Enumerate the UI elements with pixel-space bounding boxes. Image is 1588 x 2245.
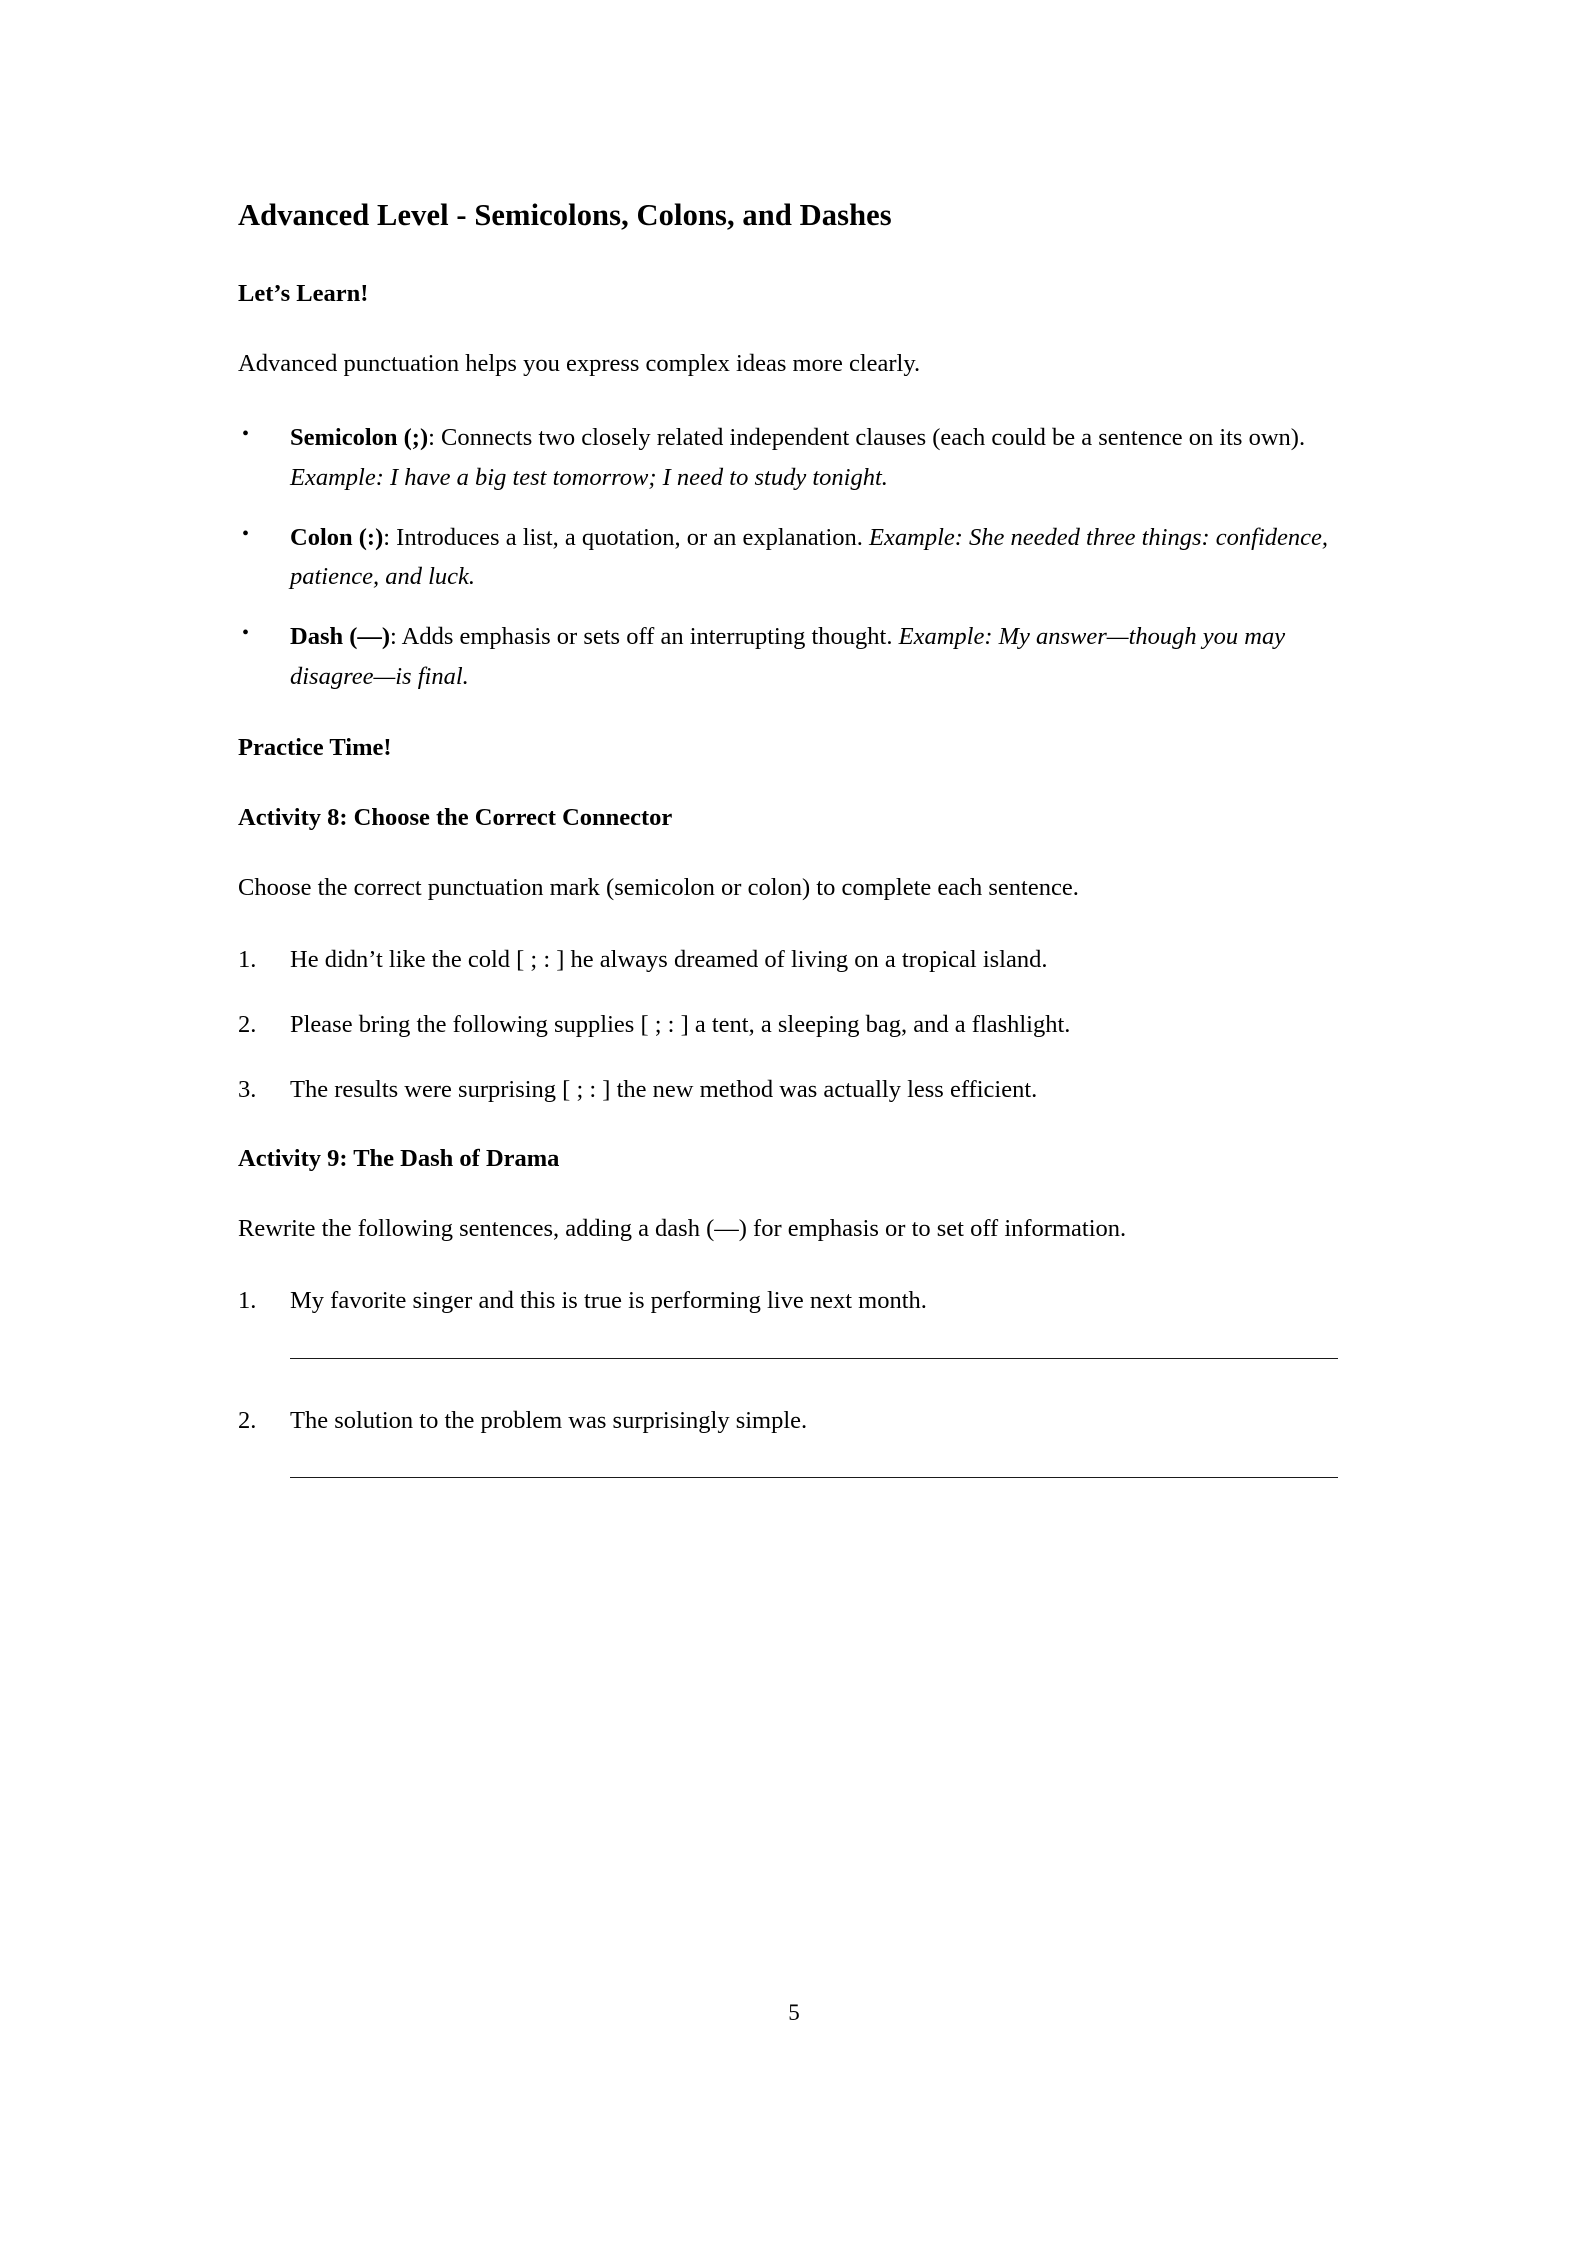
- definition-description: : Introduces a list, a quotation, or an explanation.: [383, 523, 870, 551]
- item-number: 2.: [238, 1406, 257, 1434]
- page-number: 5: [788, 2000, 800, 2025]
- list-item: [238, 1283, 1338, 1320]
- bullet-icon: •: [242, 522, 250, 545]
- list-item: [238, 1072, 1338, 1109]
- list-item: [238, 1403, 1338, 1440]
- activity-8-question-list: [238, 942, 1338, 1108]
- item-text: He didn’t like the cold [ ; : ] he always dreamed of living on a tropical island.: [290, 946, 1048, 974]
- list-item: [238, 418, 1338, 497]
- item-text: Please bring the following supplies [ ; : ] a tent, a sleeping bag, and a flashlight.: [290, 1011, 1071, 1039]
- item-text: My favorite singer and this is true is performing live next month.: [290, 1286, 927, 1314]
- item-text: The solution to the problem was surprisingly simple.: [290, 1406, 808, 1434]
- definition-example: Example: My answer—though you may disagree—is final.: [290, 623, 1286, 690]
- item-number: 1.: [238, 1286, 257, 1314]
- activity-9-question-list: [238, 1283, 1338, 1320]
- item-number: 3.: [238, 1075, 257, 1103]
- definition-description: : Adds emphasis or sets off an interrupting thought.: [390, 623, 899, 651]
- item-text: The results were surprising [ ; : ] the new method was actually less efficient.: [290, 1075, 1038, 1103]
- definition-example: Example: I have a big test tomorrow; I need to study tonight.: [290, 463, 888, 491]
- list-item: [238, 942, 1338, 979]
- list-item: [238, 518, 1338, 597]
- answer-line: [290, 1477, 1338, 1478]
- activity-9-heading: Activity 9: The Dash of Drama: [238, 1144, 560, 1172]
- bullet-icon: •: [242, 423, 250, 446]
- activity-9-instructions: Rewrite the following sentences, adding a dash (—) for emphasis or to set off information.: [238, 1214, 1127, 1242]
- page-content: [238, 196, 1338, 1522]
- definition-description: : Connects two closely related independent clauses (each could be a sentence on its own).: [428, 424, 1306, 452]
- list-item: [238, 617, 1338, 696]
- item-number: 2.: [238, 1011, 257, 1039]
- practice-time-heading: Practice Time!: [238, 734, 392, 762]
- definition-list: [238, 418, 1338, 696]
- bullet-icon: •: [242, 622, 250, 645]
- activity-9-question-list-continued: [238, 1403, 1338, 1440]
- definition-term: Semicolon (;): [290, 424, 429, 452]
- page-title: Advanced Level - Semicolons, Colons, and Dashes: [238, 198, 892, 232]
- definition-term: Dash (—): [290, 623, 391, 651]
- answer-line: [290, 1358, 1338, 1359]
- activity-8-instructions: Choose the correct punctuation mark (semicolon or colon) to complete each sentence.: [238, 874, 1079, 902]
- item-number: 1.: [238, 946, 257, 974]
- lets-learn-heading: Let’s Learn!: [238, 280, 369, 308]
- list-item: [238, 1007, 1338, 1044]
- activity-8-heading: Activity 8: Choose the Correct Connector: [238, 804, 673, 832]
- definition-term: Colon (:): [290, 523, 384, 551]
- intro-paragraph: Advanced punctuation helps you express complex ideas more clearly.: [238, 349, 921, 377]
- definition-example: Example: She needed three things: confidence, patience, and luck.: [290, 523, 1328, 591]
